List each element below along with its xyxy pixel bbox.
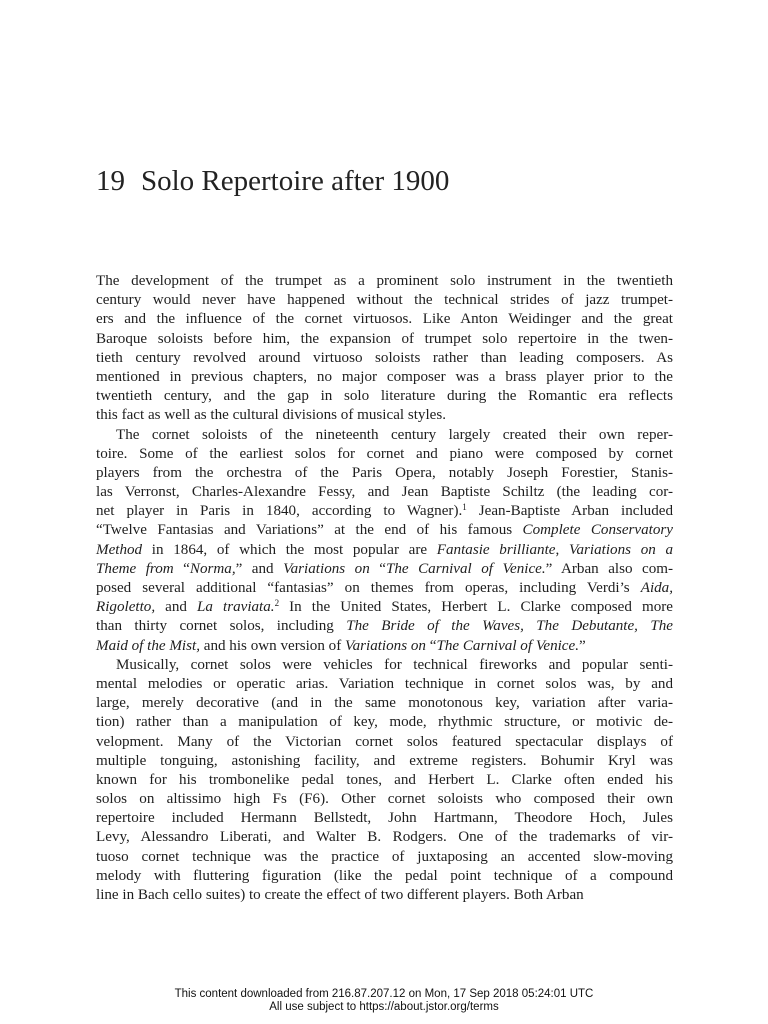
text-line xyxy=(96,310,673,329)
text-segment: multiple tonguing, astonishing facility, and extreme registers. Bohumir Kryl was xyxy=(96,752,673,769)
text-segment: and xyxy=(155,599,198,616)
text-segment: In the United States, Herbert L. Clarke composed more xyxy=(279,599,673,616)
text-line xyxy=(96,330,673,349)
text-segment: mentioned in previous chapters, no major composer was a brass player prior to the xyxy=(96,368,673,385)
text-segment: Musically, cornet solos were vehicles for technical fireworks and popular senti- xyxy=(116,656,673,673)
text-segment: , xyxy=(555,541,569,558)
text-line xyxy=(96,291,673,310)
text-segment: Levy, Alessandro Liberati, and Walter B. Rodgers. One of the trademarks of vir- xyxy=(96,829,673,846)
text-line xyxy=(96,617,673,636)
text-segment: toire. Some of the earliest solos for cornet and piano were composed by cornet xyxy=(96,445,673,462)
text-segment: large, merely decorative (and in the same monotonous key, variation after varia- xyxy=(96,695,673,712)
text-line xyxy=(96,502,673,521)
text-segment: net player in Paris in 1840, according to Wagner). xyxy=(96,503,463,520)
text-line xyxy=(96,694,673,713)
text-line xyxy=(96,368,673,387)
footnote-ref: 2 xyxy=(274,598,280,609)
text-line xyxy=(96,713,673,732)
text-segment: known for his trombonelike pedal tones, and Herbert L. Clarke often ended his xyxy=(96,771,673,788)
text-segment: line in Bach cello suites) to create the effect of two different players. Both Arban xyxy=(96,887,584,903)
text-segment: mental melodies or operatic arias. Variation technique in cornet solos was, by and xyxy=(96,675,673,692)
text-line xyxy=(96,867,673,886)
text-line xyxy=(96,426,673,445)
text-segment: “ xyxy=(369,560,386,577)
text-line xyxy=(96,886,673,905)
text-line xyxy=(96,675,673,694)
text-line xyxy=(96,464,673,483)
italic-title: Method xyxy=(96,541,143,558)
text-segment: in 1864, of which the most popular are xyxy=(142,541,437,558)
text-line xyxy=(96,579,673,598)
italic-title: Variations on a xyxy=(568,541,674,558)
italic-title: Complete Conservatory xyxy=(522,522,673,539)
text-segment: solos on altissimo high Fs (F6). Other cornet soloists who composed their own xyxy=(96,791,673,808)
text-segment: ” Arban also com- xyxy=(545,560,674,577)
text-segment: tion) rather than a manipulation of key, mode, rhythmic structure, or motivic de- xyxy=(96,714,673,731)
download-notice: This content downloaded from 216.87.207.12 on Mon, 17 Sep 2018 05:24:01 UTC xyxy=(174,988,594,1000)
text-segment: “ xyxy=(425,637,437,654)
text-line xyxy=(96,483,673,502)
italic-title: The Bride of the Waves, The Debutante, The xyxy=(346,618,673,635)
text-line xyxy=(96,445,673,464)
text-line xyxy=(96,656,673,675)
text-segment: The development of the trumpet as a prominent solo instrument in the twentieth xyxy=(96,273,673,289)
text-segment: and his own version of xyxy=(199,637,346,654)
text-line xyxy=(96,771,673,790)
text-segment: posed several additional “fantasias” on themes from operas, including Verdi’s xyxy=(96,580,641,596)
italic-title: Variations on xyxy=(283,560,370,577)
text-segment: las Verronst, Charles-Alexandre Fessy, and Jean Baptiste Schiltz (the leading cor- xyxy=(96,484,673,501)
text-segment: players from the orchestra of the Paris Opera, notably Joseph Forestier, Stanis- xyxy=(96,464,673,481)
text-line xyxy=(96,790,673,809)
italic-title: Rigoletto, xyxy=(96,599,156,616)
text-line xyxy=(96,560,673,579)
text-line xyxy=(96,598,673,617)
text-segment: tieth century revolved around virtuoso soloists rather than leading composers. As xyxy=(96,349,673,366)
chapter-body xyxy=(96,272,673,905)
text-segment: repertoire included Hermann Bellstedt, John Hartmann, Theodore Hoch, Jules xyxy=(96,810,673,827)
text-line xyxy=(96,828,673,847)
text-segment: this fact as well as the cultural divisions of musical styles. xyxy=(96,407,447,424)
text-line xyxy=(96,752,673,771)
italic-title: Maid of the Mist, xyxy=(96,637,200,654)
paragraph xyxy=(96,272,673,426)
terms-notice: All use subject to https://about.jstor.org/terms xyxy=(269,1001,499,1013)
italic-title: The Carnival of Venice. xyxy=(385,560,546,577)
italic-title: La traviata. xyxy=(197,599,275,616)
text-line xyxy=(96,406,673,425)
text-segment: “Twelve Fantasias and Variations” at the end of his famous xyxy=(96,522,523,539)
text-line xyxy=(96,272,673,291)
text-line xyxy=(96,637,673,656)
text-line xyxy=(96,387,673,406)
italic-title: Aida, xyxy=(640,580,673,596)
text-segment: century would never have happened without the technical strides of jazz trumpet- xyxy=(96,292,673,309)
text-segment: Baroque soloists before him, the expansion of trumpet solo repertoire in the twen- xyxy=(96,330,673,347)
text-segment: velopment. Many of the Victorian cornet solos featured spectacular displays of xyxy=(96,733,673,750)
italic-title: Fantasie brilliante xyxy=(436,541,556,558)
text-segment: “ xyxy=(173,560,190,577)
italic-title: Theme from xyxy=(96,560,174,577)
paragraph xyxy=(96,426,673,656)
text-line xyxy=(96,521,673,540)
text-segment: ers and the influence of the cornet virtuosos. Like Anton Weidinger and the great xyxy=(96,311,673,328)
italic-title: The Carnival of Venice. xyxy=(436,637,579,654)
text-segment: The cornet soloists of the nineteenth century largely created their own reper- xyxy=(116,426,673,443)
text-segment: than thirty cornet solos, including xyxy=(96,618,347,635)
text-line xyxy=(96,541,673,560)
chapter-number: 19 xyxy=(96,165,125,197)
text-segment: Jean-Baptiste Arban included xyxy=(466,503,673,520)
text-segment: melody with fluttering figuration (like the pedal point technique of a compound xyxy=(96,867,673,884)
text-segment: ” xyxy=(578,637,586,654)
italic-title: Variations on xyxy=(345,637,426,654)
text-line xyxy=(96,809,673,828)
paragraph xyxy=(96,656,673,905)
text-segment: tuoso cornet technique was the practice of juxtaposing an accented slow-moving xyxy=(96,848,673,865)
italic-title: Norma, xyxy=(189,560,236,577)
text-segment: ” and xyxy=(235,560,284,577)
footnote-ref: 1 xyxy=(462,502,467,513)
text-line xyxy=(96,848,673,867)
text-line xyxy=(96,733,673,752)
chapter-heading xyxy=(96,163,449,199)
text-segment: twentieth century, and the gap in solo literature during the Romantic era reflects xyxy=(96,388,673,405)
chapter-title: Solo Repertoire after 1900 xyxy=(141,165,450,197)
text-line xyxy=(96,349,673,368)
